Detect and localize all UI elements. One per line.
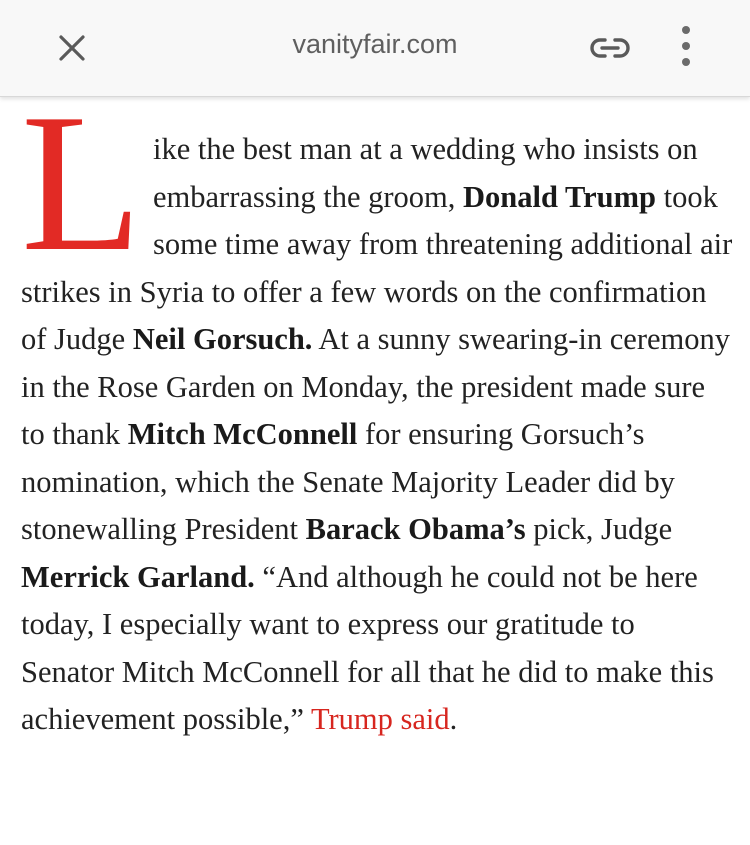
- article-body: [21, 73, 733, 744]
- text-segment: .: [449, 702, 458, 736]
- text-segment: took some time away from threatening additional air strikes in Syria to offer a few words on the confirmation of Judge: [21, 179, 733, 356]
- text-segment: “And although he could not be here today, I especially want to express our gratitude to Senator Mitch McConnell for all that he did to make this achievement possible,”: [21, 559, 714, 736]
- close-icon: [58, 34, 86, 62]
- link-trump-said[interactable]: Trump said: [310, 702, 450, 736]
- drop-cap: [21, 73, 142, 292]
- name-barack-obama: Barack Obama’s: [305, 512, 526, 546]
- article-paragraph: [21, 73, 733, 744]
- more-options-button[interactable]: [664, 18, 708, 74]
- link-donald-trump[interactable]: Donald Trump: [463, 179, 656, 214]
- name-mitch-mcconnell: Mitch McConnell: [127, 417, 358, 451]
- link-icon: [590, 37, 630, 59]
- name-merrick-garland: Merrick Garland.: [21, 559, 255, 594]
- name-neil-gorsuch: Neil Gorsuch.: [132, 322, 313, 356]
- text-segment: ike the best man at a wedding who insists on embarrassing the groom,: [153, 132, 698, 214]
- text-segment: for ensuring Gorsuch’s nomination, which the Senate Majority Leader did by stonewalling President: [21, 417, 675, 546]
- text-segment: pick, Judge: [525, 512, 673, 546]
- drop-cap-letter: L: [21, 73, 142, 292]
- url-text[interactable]: vanityfair.com: [292, 29, 458, 59]
- text-segment: At a sunny swearing-in ceremony in the Rose Garden on Monday, the president made sure to thank: [21, 322, 731, 451]
- close-button[interactable]: [46, 22, 98, 74]
- copy-link-button[interactable]: [584, 22, 636, 74]
